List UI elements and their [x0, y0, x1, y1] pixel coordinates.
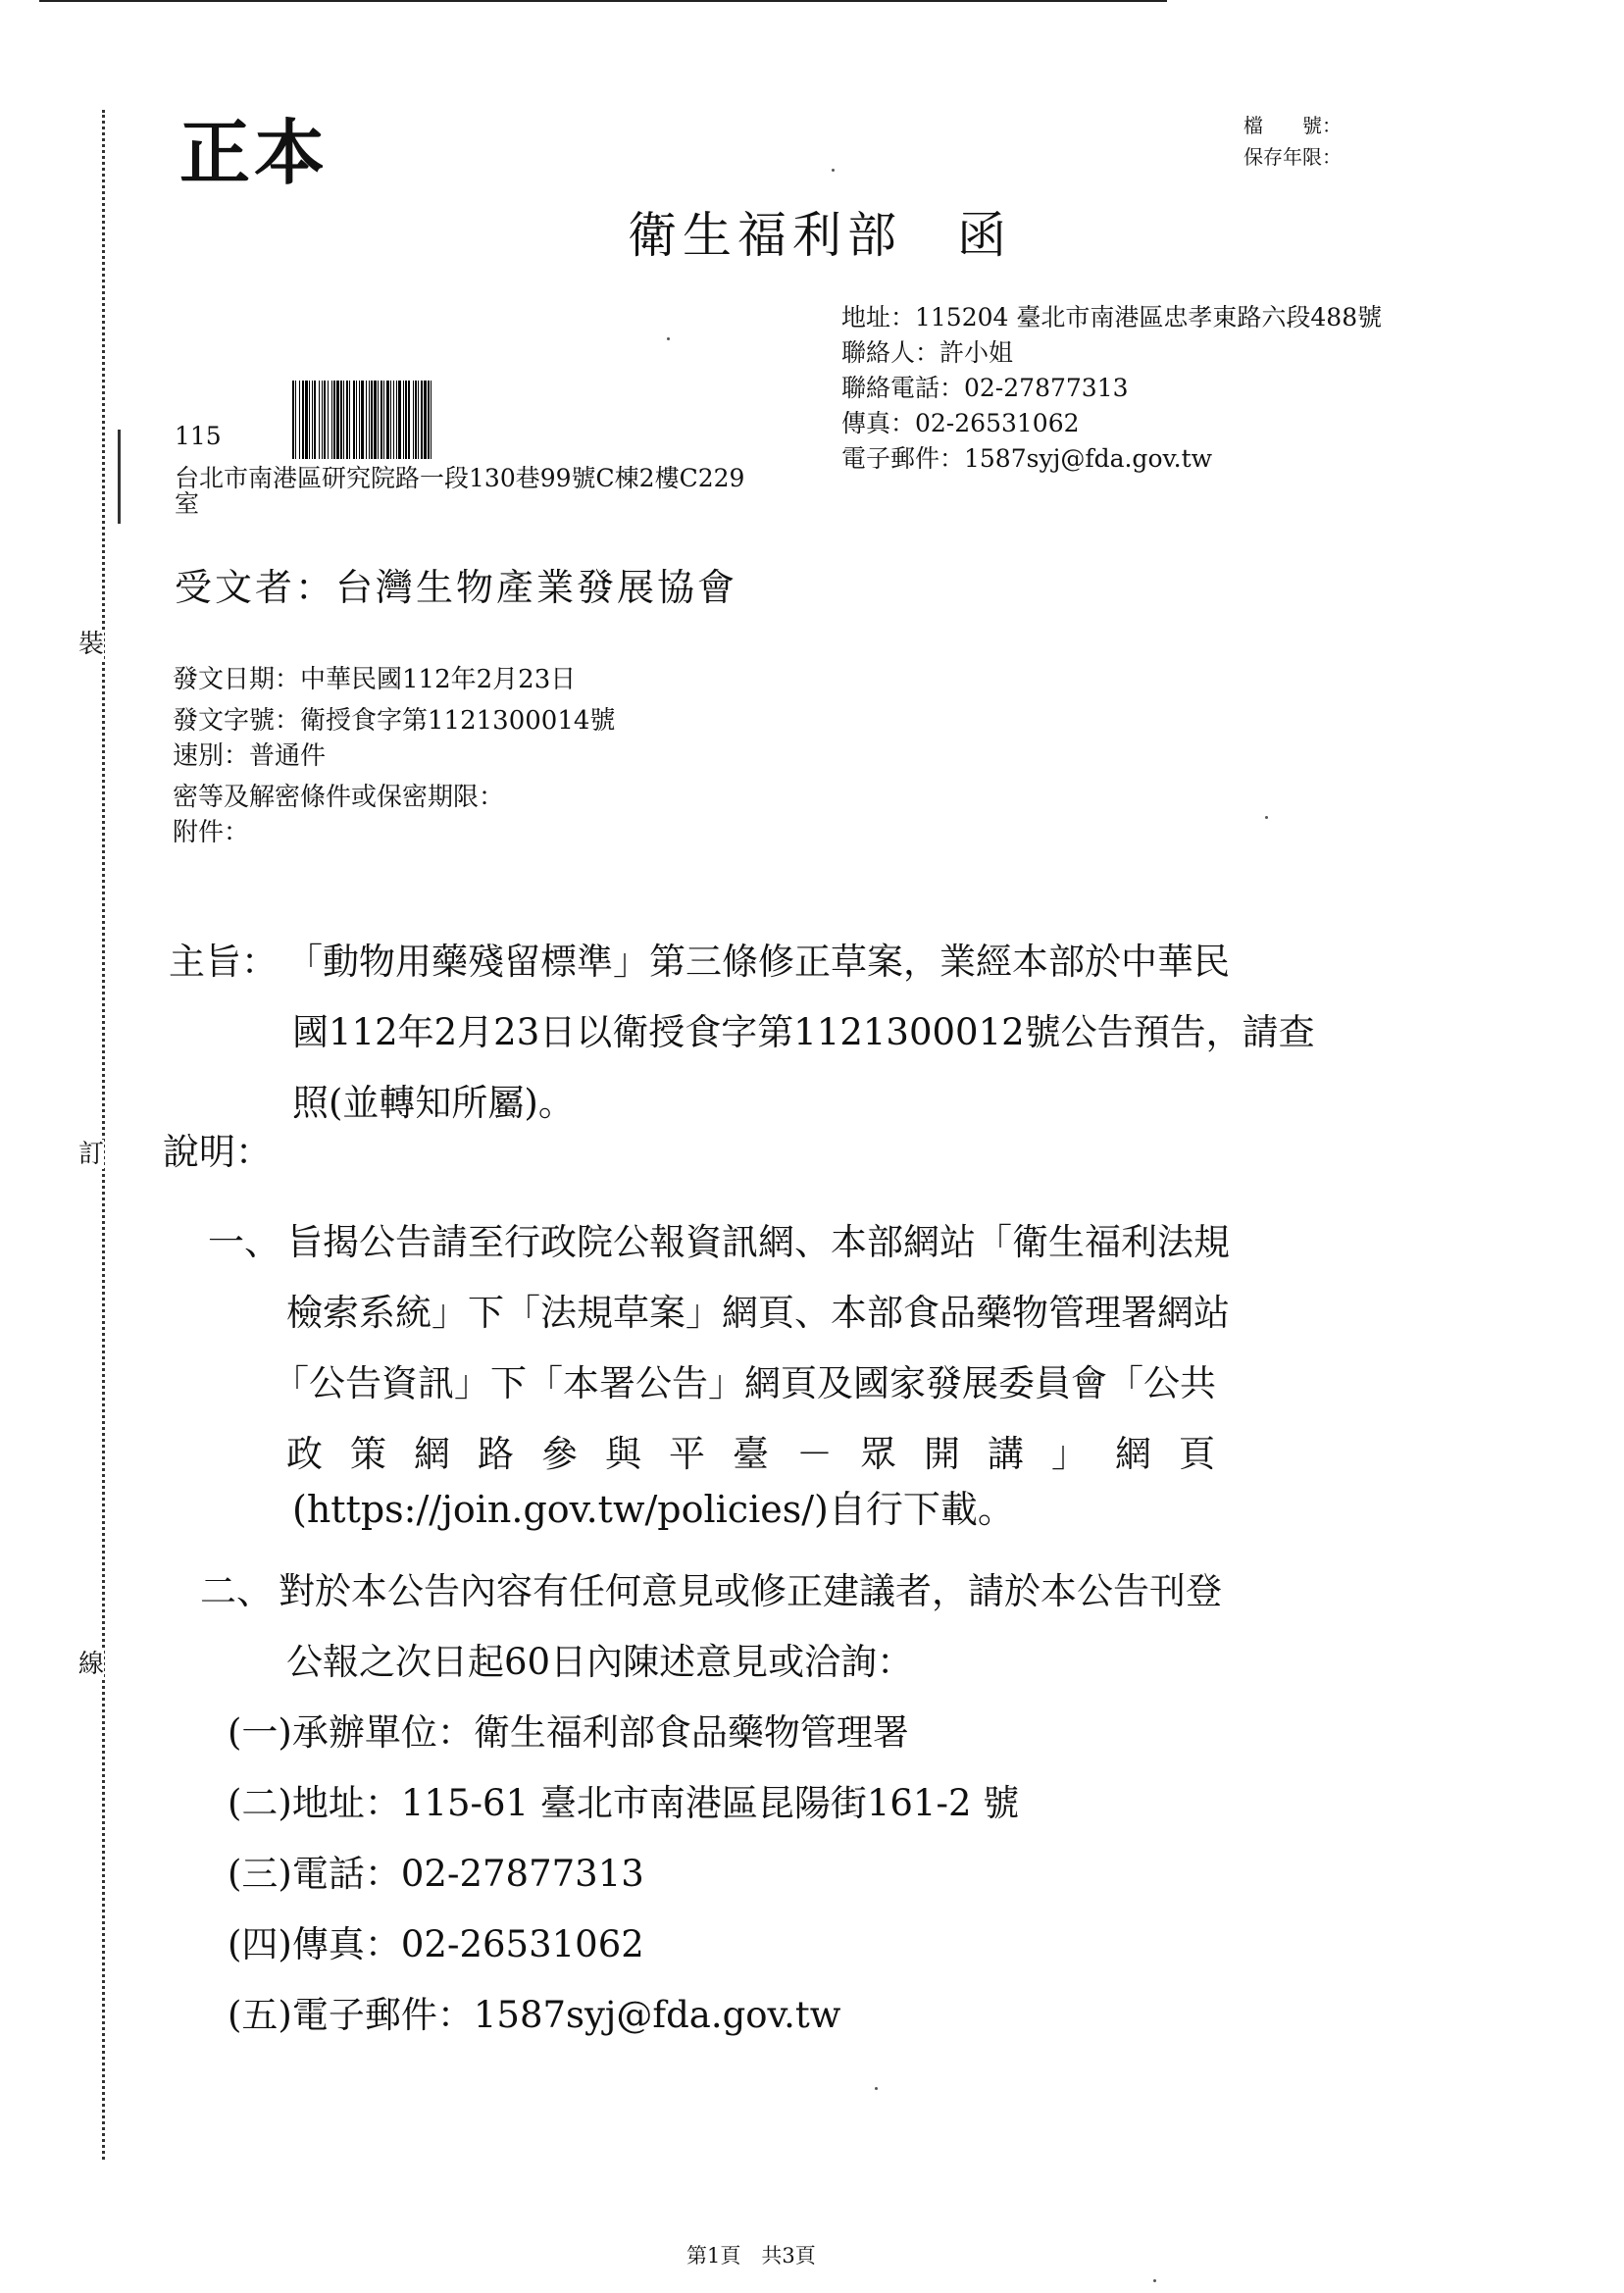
item-1-line-1: 旨揭公告請至行政院公報資訊網、本部網站「衛生福利法規 [286, 1221, 1230, 1263]
recipient-postal-code: 115 [175, 422, 222, 450]
subitem-3: (三)電話：02-27877313 [228, 1853, 644, 1895]
binding-mark-ding: 訂 [78, 1140, 105, 1169]
scan-speck [1153, 2279, 1156, 2282]
address-bracket [118, 430, 121, 524]
scan-speck [667, 337, 670, 340]
original-copy-stamp: 正本 [179, 111, 330, 194]
item-2-line-1: 對於本公告內容有任何意見或修正建議者，請於本公告刊登 [279, 1570, 1222, 1612]
item-1-line-2: 檢索系統」下「法規草案」網頁、本部食品藥物管理署網站 [286, 1292, 1230, 1334]
attachment: 附件： [173, 818, 250, 847]
retention-period-label: 保存年限： [1243, 145, 1342, 169]
file-number-label: 檔 號： [1243, 114, 1342, 137]
barcode-bar [431, 381, 433, 459]
document-number: 發文字號：衛授食字第1121300014號 [173, 706, 616, 736]
scan-speck [875, 2087, 878, 2090]
item-1-line-3: 「公告資訊」下「本署公告」網頁及國家發展委員會「公共 [273, 1362, 1216, 1404]
subitem-5: (五)電子郵件：1587syj@fda.gov.tw [228, 1994, 841, 2036]
item-2-marker: 二、 [200, 1570, 273, 1612]
sender-fax: 傳真：02-26531062 [841, 409, 1080, 437]
subitem-2: (二)地址：115-61 臺北市南港區昆陽街161-2 號 [228, 1782, 1020, 1824]
item-1-line-5: (https://join.gov.tw/policies/)自行下載。 [292, 1488, 1015, 1531]
recipient-address-line1: 台北市南港區研究院路一段130巷99號C棟2樓C229 [175, 464, 745, 492]
sender-email: 電子郵件：1587syj@fda.gov.tw [841, 444, 1213, 473]
item-1-marker: 一、 [208, 1221, 280, 1263]
receiver: 受文者：台灣生物產業發展協會 [175, 566, 738, 609]
delivery-speed: 速別：普通件 [173, 741, 327, 771]
binding-mark-xian: 線 [78, 1650, 105, 1679]
subject-line-3: 照(並轉知所屬)。 [292, 1082, 575, 1124]
recipient-address-line2: 室 [175, 489, 200, 518]
item-2-line-2: 公報之次日起60日內陳述意見或洽詢： [286, 1641, 914, 1683]
scan-speck [1265, 816, 1268, 819]
top-rule [39, 0, 1167, 2]
issue-date: 發文日期：中華民國112年2月23日 [173, 665, 577, 694]
binding-line [102, 110, 105, 2160]
page-footer: 第1頁 共3頁 [686, 2244, 816, 2268]
barcode [292, 381, 667, 459]
sender-address: 地址：115204 臺北市南港區忠孝東路六段488號 [841, 303, 1383, 331]
subject-label: 主旨： [169, 941, 278, 983]
sender-contact: 聯絡人：許小姐 [841, 338, 1014, 367]
sender-phone: 聯絡電話：02-27877313 [841, 374, 1129, 402]
document-title: 衛生福利部 函 [628, 207, 1012, 264]
subitem-1: (一)承辦單位：衛生福利部食品藥物管理署 [228, 1711, 909, 1754]
subject-line-1: 「動物用藥殘留標準」第三條修正草案，業經本部於中華民 [286, 941, 1230, 983]
subitem-4: (四)傳真：02-26531062 [228, 1923, 644, 1965]
scan-speck [832, 169, 835, 172]
explanation-label: 說明： [163, 1131, 272, 1173]
subject-line-2: 國112年2月23日以衛授食字第1121300012號公告預告，請查 [292, 1011, 1315, 1053]
binding-mark-zhuang: 裝 [78, 630, 105, 659]
item-1-line-4: 政策網路參與平臺－眾開講」網頁 [286, 1433, 1243, 1475]
secrecy-level: 密等及解密條件或保密期限： [173, 783, 505, 812]
